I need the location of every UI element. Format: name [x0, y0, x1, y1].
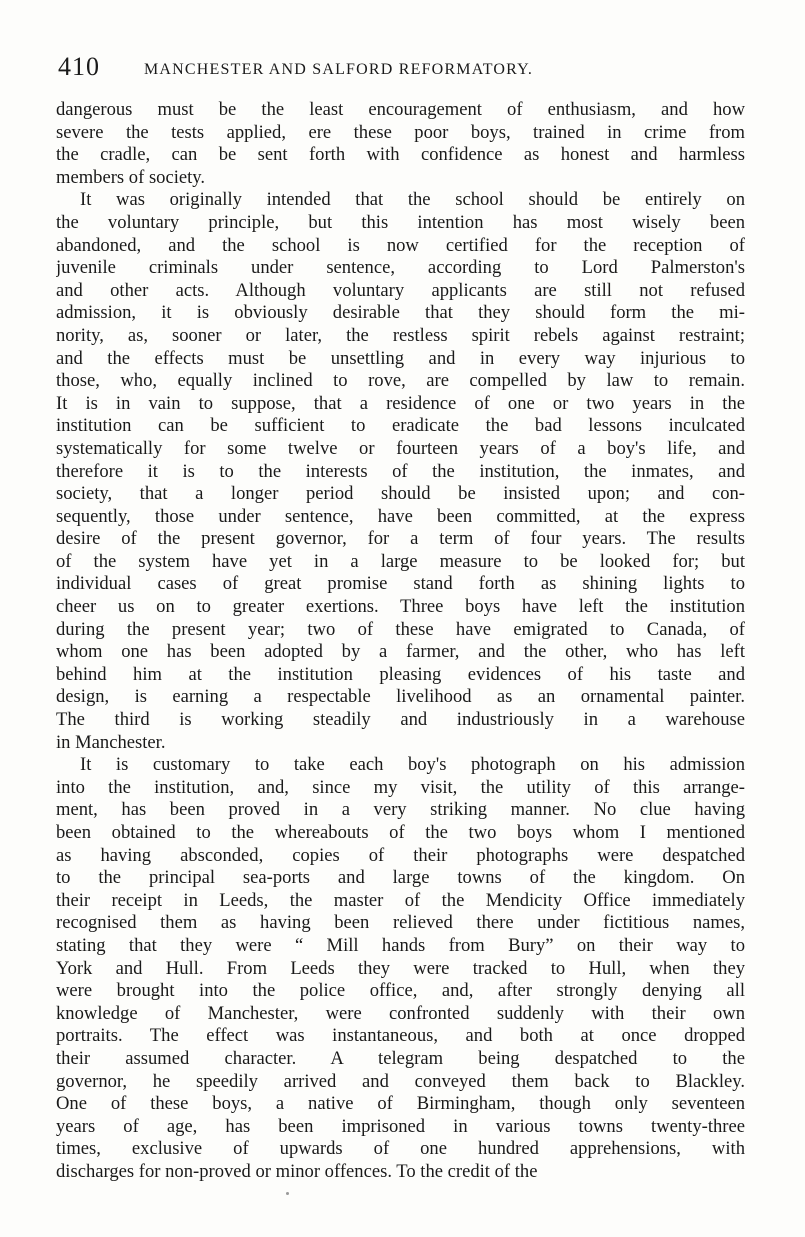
text-line: York and Hull. From Leeds they were tracked to Hull, when they — [56, 957, 745, 979]
running-title: MANCHESTER AND SALFORD REFORMATORY. — [144, 61, 534, 78]
text-line: their receipt in Leeds, the master of the Mendicity Office immediately — [56, 889, 745, 911]
text-line: and the effects must be unsettling and in every way injurious to — [56, 347, 745, 369]
text-line: discharges for non-proved or minor offences. To the credit of the — [56, 1160, 538, 1182]
text-line: therefore it is to the interests of the institution, the inmates, and — [56, 460, 745, 482]
text-line: governor, he speedily arrived and conveyed them back to Blackley. — [56, 1070, 745, 1092]
text-line: the cradle, can be sent forth with confidence as honest and harmless — [56, 144, 745, 166]
text-line: portraits. The effect was instantaneous, and both at once dropped — [56, 1025, 745, 1047]
text-line: recognised them as having been relieved there under fictitious names, — [56, 912, 745, 934]
text-line: It is in vain to suppose, that a residence of one or two years in the — [56, 392, 745, 414]
text-line: of the system have yet in a large measure to be looked for; but — [56, 550, 745, 572]
text-line: years of age, has been imprisoned in various towns twenty-three — [56, 1115, 745, 1137]
text-line: dangerous must be the least encouragement of enthusiasm, and how — [56, 99, 745, 120]
text-line: individual cases of great promise stand forth as shining lights to — [56, 573, 745, 595]
text-line: juvenile criminals under sentence, according to Lord Palmerston's — [56, 257, 745, 279]
text-line: members of society. — [56, 166, 206, 188]
text-line: knowledge of Manchester, were confronted suddenly with their own — [56, 1002, 745, 1024]
text-line: sequently, those under sentence, have been committed, at the express — [56, 505, 745, 527]
text-line: as having absconded, copies of their photographs were despatched — [56, 844, 745, 866]
text-line: were brought into the police office, and, after strongly denying all — [56, 980, 745, 1002]
text-line: institution can be sufficient to eradicate the bad lessons inculcated — [56, 415, 745, 437]
text-line: ment, has been proved in a very striking manner. No clue having — [56, 799, 745, 821]
text-line: behind him at the institution pleasing evidences of his taste and — [56, 663, 745, 685]
text-line: the voluntary principle, but this intention has most wisely been — [56, 211, 745, 233]
text-line: admission, it is obviously desirable that they should form the mi- — [56, 302, 745, 324]
text-line: times, exclusive of upwards of one hundred apprehensions, with — [56, 1138, 745, 1160]
text-line: their assumed character. A telegram being despatched to the — [56, 1047, 745, 1069]
text-line: whom one has been adopted by a farmer, and the other, who has left — [56, 641, 745, 663]
text-line: society, that a longer period should be insisted upon; and con- — [56, 483, 745, 505]
page-number: 410 — [58, 52, 100, 81]
body-text — [56, 99, 745, 1184]
text-line: systematically for some twelve or fourteen years of a boy's life, and — [56, 437, 745, 459]
text-line: and other acts. Although voluntary applicants are still not refused — [56, 279, 745, 301]
text-line: in Manchester. — [56, 731, 166, 753]
text-line: cheer us on to greater exertions. Three boys have left the institution — [56, 596, 745, 618]
text-line: been obtained to the whereabouts of the two boys whom I mentioned — [56, 822, 745, 843]
page-header — [58, 52, 758, 86]
text-line: abandoned, and the school is now certified for the reception of — [56, 234, 745, 256]
text-line: The third is working steadily and industriously in a warehouse — [56, 709, 745, 731]
text-line: severe the tests applied, ere these poor boys, trained in crime from — [56, 121, 745, 143]
text-line: during the present year; two of these have emigrated to Canada, of — [56, 618, 745, 640]
text-line: One of these boys, a native of Birmingham, though only seventeen — [56, 1093, 745, 1115]
text-line: to the principal sea-ports and large towns of the kingdom. On — [56, 867, 745, 889]
text-line: nority, as, sooner or later, the restless spirit rebels against restraint; — [56, 324, 745, 346]
text-line: stating that they were “ Mill hands from Bury” on their way to — [56, 934, 745, 956]
text-line: It was originally intended that the school should be entirely on — [80, 189, 745, 211]
text-line: It is customary to take each boy's photograph on his admission — [80, 754, 745, 776]
text-line: into the institution, and, since my visit, the utility of this arrange- — [56, 776, 745, 798]
text-line: those, who, equally inclined to rove, are compelled by law to remain. — [56, 370, 745, 392]
text-line: design, is earning a respectable livelihood as an ornamental painter. — [56, 686, 745, 708]
page-speck — [286, 1192, 289, 1195]
text-line: desire of the present governor, for a term of four years. The results — [56, 528, 745, 550]
